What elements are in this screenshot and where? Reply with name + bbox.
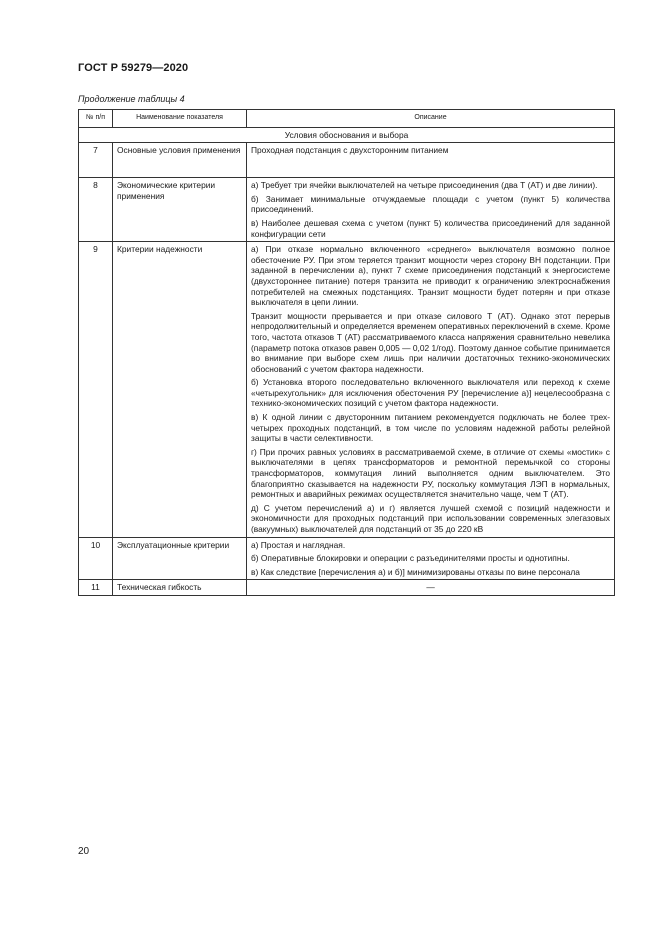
row-description	[247, 537, 615, 580]
row-description	[247, 143, 615, 178]
table-row	[79, 580, 615, 596]
row-indicator-name: Экономические критерии применения	[113, 178, 247, 242]
description-paragraph: г) При прочих равных условиях в рассматриваемой схеме, в отличие от схемы «мостик» с выключателями в цепях трансформаторов и ремонтной перемычкой со стороны трансформаторов, коммутация линий выполняется одним выключателем. Это благоприятно сказывается на надежности РУ, поскольку коммутация ЛЭП в нормальных, ремонтных и аварийных режимах осуществляется значительно чаще, чем Т (АТ).	[251, 446, 610, 500]
section-title: Условия обоснования и выбора	[79, 127, 615, 143]
description-paragraph: в) Наиболее дешевая схема с учетом (пункт 5) количества присоединений для заданной конфигурации сети	[251, 217, 610, 239]
table-row	[79, 178, 615, 242]
description-paragraph: а) Требует три ячейки выключателей на четыре присоединения (два Т (АТ) и две линии).	[251, 180, 598, 191]
page-number: 20	[78, 846, 90, 857]
row-indicator-name: Эксплуатационные критерии	[113, 537, 247, 580]
row-indicator-name: Техническая гибкость	[113, 580, 247, 596]
row-description: —	[247, 580, 615, 596]
section-row	[79, 127, 615, 143]
row-number: 11	[79, 580, 113, 596]
description-paragraph: б) Оперативные блокировки и операции с разъединителями просты и однотипны.	[251, 553, 570, 564]
row-indicator-name: Критерии надежности	[113, 242, 247, 537]
column-header-description: Описание	[247, 110, 615, 128]
description-paragraph: а) Простая и наглядная.	[251, 539, 346, 550]
description-paragraph: в) К одной линии с двусторонним питанием рекомендуется подключать не более трех-четырех проходных подстанций, в том числе по условиям надежной работы релейной защиты в части селективности.	[251, 412, 610, 444]
criteria-table	[78, 109, 615, 596]
description-paragraph: а) При отказе нормально включенного «среднего» выключателя возможно полное обесточение РУ. При этом теряется транзит мощности через сторону ВН подстанции. При заданной в перечислении а), пункт 7 схеме присоединения подстанций к энергосистеме (двухстороннее питание) потеря транзита не приводит к ограничению электроснабжения потребителей на смежных подстанциях. Транзит мощности будет потерян и при отказе выключателя в цепи линии.	[251, 244, 610, 308]
row-number: 10	[79, 537, 113, 580]
row-number: 7	[79, 143, 113, 178]
column-header-number: № п/п	[79, 110, 113, 128]
description-paragraph: д) С учетом перечислений а) и г) является лучшей схемой с позиций надежности и экономичности для проходных подстанций при использовании современных элегазовых (вакуумных) выключателей для подстанций от 35 до 220 кВ	[251, 502, 610, 534]
row-number: 8	[79, 178, 113, 242]
description-paragraph: б) Занимает минимальные отчуждаемые площади с учетом (пункт 5) количества присоединений.	[251, 193, 610, 215]
row-number: 9	[79, 242, 113, 537]
row-indicator-name: Основные условия применения	[113, 143, 247, 178]
document-code: ГОСТ Р 59279—2020	[78, 62, 189, 74]
table-row	[79, 143, 615, 178]
table-row	[79, 242, 615, 537]
row-description	[247, 178, 615, 242]
column-header-name: Наименование показателя	[113, 110, 247, 128]
description-paragraph: б) Установка второго последовательно включенного выключателя или переход к схеме «четырехугольник» для исключения обесточения РУ [перечисление а)] нецелесообразна с технико-экономических позиций с учетом фактора надежности.	[251, 377, 610, 409]
table-caption: Продолжение таблицы 4	[78, 94, 185, 104]
table-header-row	[79, 110, 615, 128]
table-row	[79, 537, 615, 580]
row-description	[247, 242, 615, 537]
description-paragraph: Транзит мощности прерывается и при отказе силового Т (АТ). Однако этот перерыв непродолжительный и определяется временем оперативных переключений в схеме. Кроме того, частота отказов Т (АТ) рассматриваемого класса напряжения сравнительно невелика (параметр потока отказов равен 0,005 — 0,02 1/год). Поэтому данное событие принимается во внимание при выборе схем лишь при наличии достаточных технико-экономических обоснований с учетом фактора надежности.	[251, 310, 610, 374]
description-paragraph: Проходная подстанция с двухсторонним питанием	[251, 145, 449, 156]
description-paragraph: в) Как следствие [перечисления а) и б)] минимизированы отказы по вине персонала	[251, 566, 580, 577]
